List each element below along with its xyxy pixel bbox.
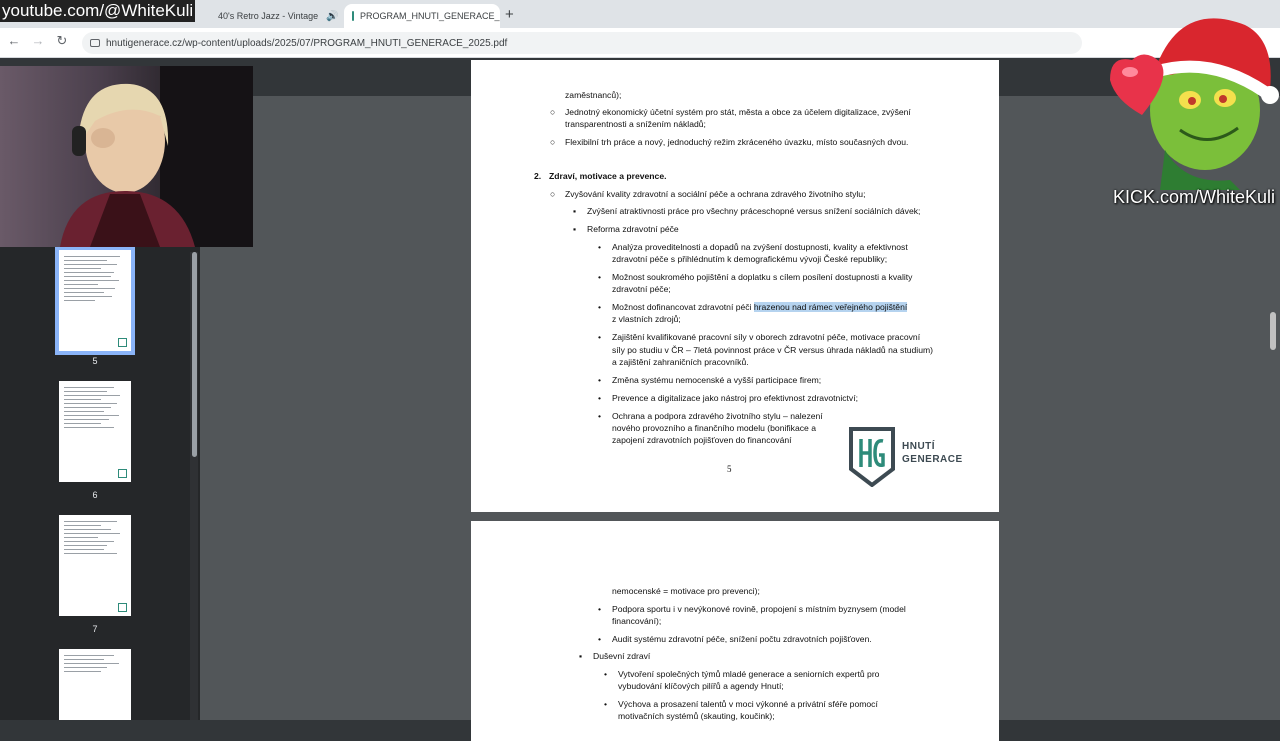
- text-line: zdravotní péče;: [612, 284, 671, 294]
- text-line: Duševní zdraví: [593, 651, 651, 661]
- thumbnail-page-7[interactable]: [59, 515, 131, 616]
- bullet: ○: [550, 189, 556, 199]
- url-text: hnutigenerace.cz/wp-content/uploads/2025/07/PROGRAM_HNUTI_GENERACE_2025.pdf: [106, 37, 508, 49]
- text-line: Prevence a digitalizace jako nástroj pro efektivnost zdravotnictví;: [612, 393, 859, 403]
- grinch-sticker: [1070, 0, 1280, 190]
- text-line: zdravotní péče s přihlédnutím k demografickému vývoji České republiky;: [612, 254, 888, 264]
- grinch-heart-icon: [1070, 0, 1280, 190]
- site-info-icon[interactable]: [90, 39, 100, 47]
- text-line: Flexibilní trh práce a nový, jednoduchý režim zkráceného úvazku, místo současných dvou.: [565, 137, 909, 147]
- text-line: Podpora sportu i v nevýkonové rovině, propojení s místním byznysem (model: [612, 604, 906, 614]
- bullet: ○: [550, 137, 556, 147]
- text-line: transparentnosti a snížením nákladů;: [565, 119, 706, 129]
- text-line: Jednotný ekonomický účetní systém pro stát, města a obce za účelem digitalizace, zvýšení: [565, 107, 911, 117]
- speaker-icon[interactable]: 🔊: [326, 10, 339, 22]
- text-line: motivačních systémů (skauting, koučink);: [618, 711, 775, 721]
- logo-shield-icon: [848, 425, 896, 487]
- text-line: Zvyšování kvality zdravotní a sociální péče a ochrana zdravého životního stylu;: [565, 189, 866, 199]
- text-line: zapojení zdravotních pojišťoven do financování: [612, 435, 792, 445]
- streamer-figure-icon: [0, 66, 253, 247]
- selected-text[interactable]: hrazenou nad rámec veřejného pojištění: [753, 302, 908, 312]
- section-heading: Zdraví, motivace a prevence.: [549, 171, 667, 181]
- tab-retro-jazz[interactable]: [210, 4, 340, 28]
- bullet: •: [604, 669, 608, 679]
- text-line: Možnost soukromého pojištění a doplatku s cílem posílení dostupnosti a kvality: [612, 272, 913, 282]
- text-line: financování);: [612, 616, 662, 626]
- text-line: Ochrana a podpora zdravého životního stylu – nalezení: [612, 411, 823, 421]
- kick-watermark: KICK.com/WhiteKuli: [1113, 187, 1276, 207]
- thumbnail-label: 5: [92, 356, 98, 366]
- bullet: •: [598, 242, 602, 252]
- bullet: •: [598, 375, 602, 385]
- thumbnail-label: 6: [92, 490, 98, 500]
- youtube-watermark: youtube.com/@WhiteKuli: [2, 1, 194, 20]
- bullet: ▪: [579, 651, 583, 661]
- section-number: 2.: [534, 171, 542, 181]
- thumbnail-label: 7: [92, 624, 98, 634]
- thumbnail-page-5[interactable]: [59, 250, 131, 351]
- text-line: nemocenské = motivace pro prevenci);: [612, 586, 760, 596]
- back-icon[interactable]: ←: [7, 33, 21, 48]
- address-bar[interactable]: [82, 32, 1082, 54]
- bullet: •: [598, 604, 602, 614]
- text-line: Zajištění kvalifikované pracovní síly v oborech zdravotní péče, motivace pracovní: [612, 332, 921, 342]
- text-line: Vytvoření společných týmů mladé generace a seniorních expertů pro: [618, 669, 880, 679]
- bullet: •: [598, 272, 602, 282]
- tab-label: 40's Retro Jazz - Vintage: [218, 11, 319, 21]
- logo-mini-icon: [118, 603, 127, 612]
- thumbnail-page-8[interactable]: [59, 649, 131, 720]
- bullet: •: [598, 332, 602, 342]
- webcam-overlay: [0, 66, 253, 247]
- new-tab-button[interactable]: +: [505, 6, 514, 23]
- hnuti-generace-logo: [848, 425, 968, 487]
- text-line: [612, 301, 907, 313]
- text-line: zaměstnanců);: [565, 90, 622, 100]
- logo-text-line: GENERACE: [902, 454, 963, 465]
- page-number: 5: [727, 464, 732, 474]
- text-line: vybudování klíčových pilířů a agendy Hnutí;: [618, 681, 784, 691]
- text-line: Audit systému zdravotní péče, snížení počtu zdravotních pojišťoven.: [612, 634, 872, 644]
- forward-icon[interactable]: →: [31, 33, 45, 48]
- text-line: Zvýšení atraktivnosti práce pro všechny práceschopné versus snížení sociálních dávek;: [587, 206, 921, 216]
- bullet: •: [598, 393, 602, 403]
- logo-mini-icon: [118, 469, 127, 478]
- logo-mini-icon: [118, 338, 127, 347]
- bullet: ○: [550, 107, 556, 117]
- logo-text-line: HNUTÍ: [902, 441, 936, 452]
- text-span: Možnost dofinancovat zdravotní péči: [612, 302, 754, 312]
- text-line: Analýza proveditelnosti a dopadů na zvýšení dostupnosti, kvality a efektivnost: [612, 242, 908, 252]
- text-line: Změna systému nemocenské a vyšší participace firem;: [612, 375, 822, 385]
- reload-icon[interactable]: ↻: [56, 33, 68, 48]
- tab-pdf[interactable]: [344, 4, 500, 28]
- bullet: ▪: [573, 206, 577, 216]
- text-line: a zajištění zahraničních pracovníků.: [612, 357, 749, 367]
- bullet: •: [598, 302, 602, 312]
- text-line: síly po studiu v ČR – 7letá povinnost práce v ČR versus úhrada nákladů na studium): [612, 345, 933, 355]
- text-line: nového provozního a finančního modelu (bonifikace a: [612, 423, 817, 433]
- text-line: Reforma zdravotní péče: [587, 224, 679, 234]
- bullet: ▪: [573, 224, 577, 234]
- text-line: Výchova a prosazení talentů v moci výkonné a privátní sféře pomocí: [618, 699, 878, 709]
- bullet: •: [604, 699, 608, 709]
- favicon-icon: [352, 11, 354, 21]
- text-line: z vlastních zdrojů;: [612, 314, 681, 324]
- sidebar-scrollbar-thumb[interactable]: [192, 252, 197, 457]
- thumbnail-page-6[interactable]: [59, 381, 131, 482]
- bullet: •: [598, 411, 602, 421]
- bullet: •: [598, 634, 602, 644]
- tab-label: PROGRAM_HNUTI_GENERACE_: [360, 11, 500, 21]
- main-scrollbar-thumb[interactable]: [1270, 312, 1276, 350]
